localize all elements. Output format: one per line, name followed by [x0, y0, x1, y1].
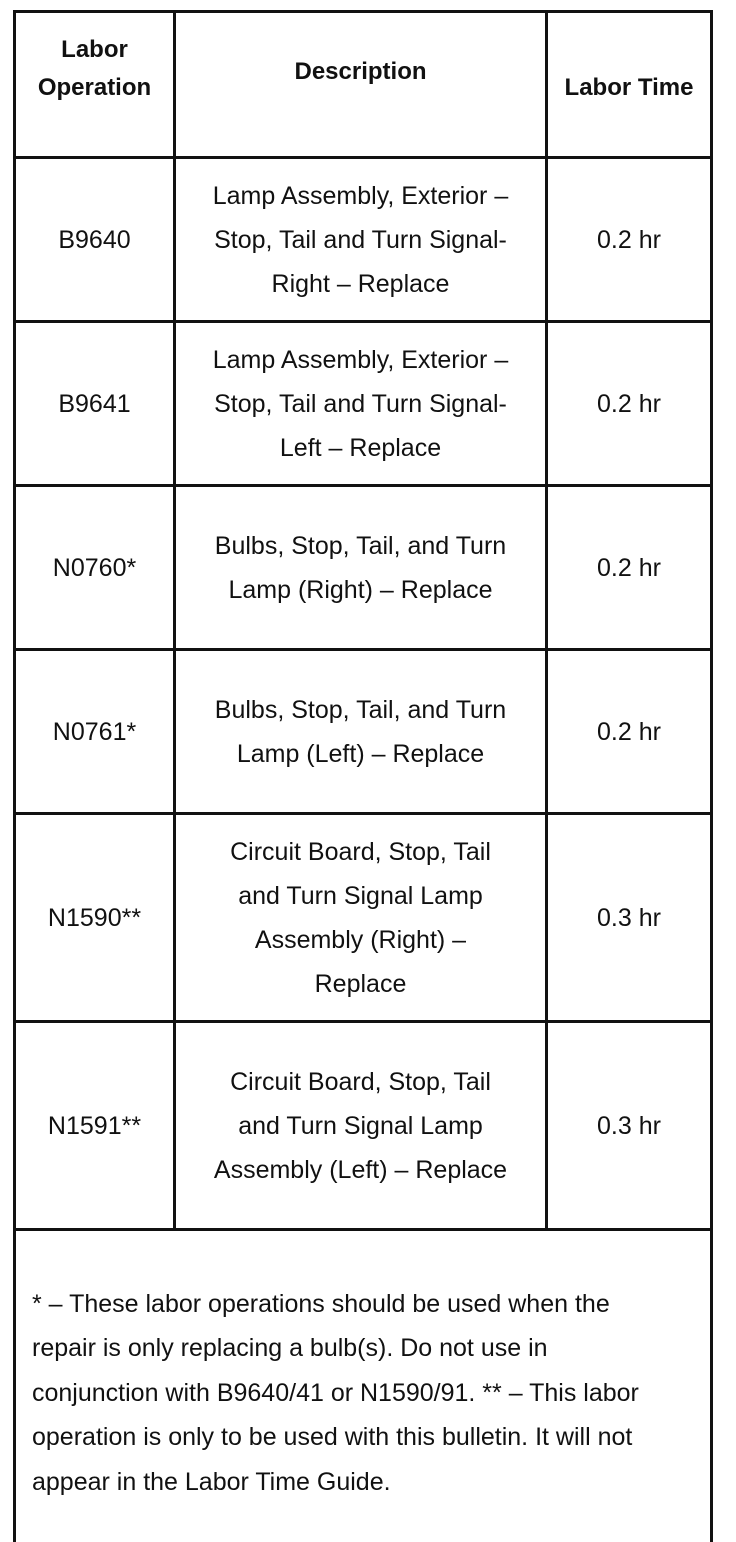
- footnote-text: * – These labor operations should be used when the repair is only replacing a bulb(s). Do not use in conjunction with B9640/41 or N1590/91. ** – This labor operation is only to be used with this bulletin. It will not appear in the Labor Time Guide.: [15, 1230, 712, 1542]
- labor-time: 0.3 hr: [547, 814, 712, 1022]
- labor-operation-code: N1590**: [15, 814, 175, 1022]
- labor-operations-table: [13, 10, 713, 1542]
- header-description: Description: [175, 12, 547, 158]
- labor-description: Bulbs, Stop, Tail, and Turn Lamp (Right) – Replace: [175, 486, 547, 650]
- labor-description: Lamp Assembly, Exterior – Stop, Tail and Turn Signal-Right – Replace: [175, 158, 547, 322]
- labor-time: 0.2 hr: [547, 486, 712, 650]
- table-row: [15, 322, 712, 486]
- labor-time: 0.2 hr: [547, 650, 712, 814]
- labor-description: Bulbs, Stop, Tail, and Turn Lamp (Left) – Replace: [175, 650, 547, 814]
- labor-operation-code: B9641: [15, 322, 175, 486]
- header-labor-operation: Labor Operation: [15, 12, 175, 158]
- labor-operation-code: B9640: [15, 158, 175, 322]
- table-header-row: [15, 12, 712, 158]
- table-row: [15, 814, 712, 1022]
- table-row: [15, 1022, 712, 1230]
- labor-operation-code: N1591**: [15, 1022, 175, 1230]
- labor-description: Circuit Board, Stop, Tail and Turn Signal Lamp Assembly (Left) – Replace: [175, 1022, 547, 1230]
- table-row: [15, 486, 712, 650]
- labor-description: Circuit Board, Stop, Tail and Turn Signal Lamp Assembly (Right) – Replace: [175, 814, 547, 1022]
- labor-operation-code: N0761*: [15, 650, 175, 814]
- footnote-row: [15, 1230, 712, 1542]
- labor-time: 0.3 hr: [547, 1022, 712, 1230]
- table-row: [15, 158, 712, 322]
- labor-time: 0.2 hr: [547, 158, 712, 322]
- labor-description: Lamp Assembly, Exterior – Stop, Tail and Turn Signal-Left – Replace: [175, 322, 547, 486]
- table-row: [15, 650, 712, 814]
- labor-operation-code: N0760*: [15, 486, 175, 650]
- labor-time: 0.2 hr: [547, 322, 712, 486]
- header-labor-time: Labor Time: [547, 12, 712, 158]
